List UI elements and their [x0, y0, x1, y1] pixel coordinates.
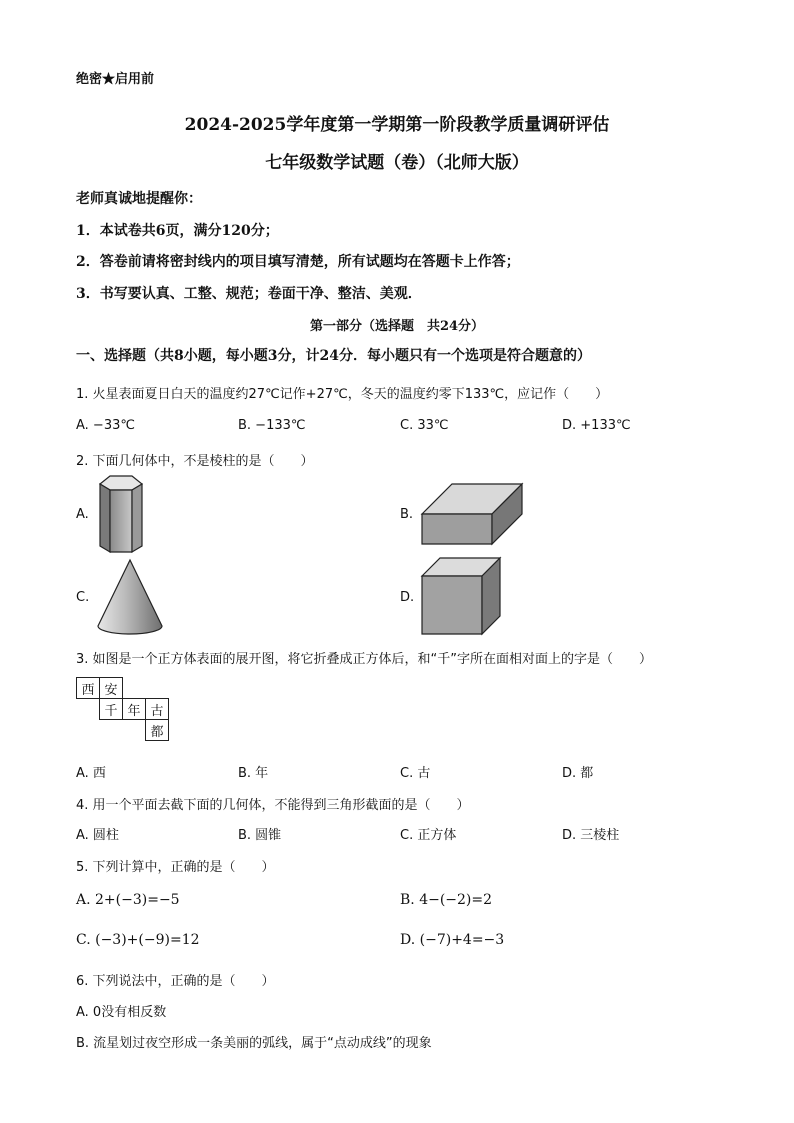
q5-option-b: B. 4−(−2)=2 [400, 892, 493, 908]
notice-item-2: 2．答卷前请将密封线内的项目填写清楚，所有试题均在答题卡上作答； [76, 254, 520, 270]
notice-item-3: 3．书写要认真、工整、规范；卷面干净、整洁、美观． [76, 286, 422, 302]
q2-label-d: D. [400, 590, 415, 605]
cone-figure [94, 556, 166, 638]
notice-item-1: 1．本试卷共6页，满分120分； [76, 223, 279, 239]
net-cell-xi: 西 [77, 678, 100, 699]
q4-option-d: D. 三棱柱 [562, 828, 620, 843]
q1-stem: 1. 火星表面夏日白天的温度约27℃记作+27℃，冬天的温度约零下133℃，应记作（ ） [76, 387, 609, 402]
section-title: 一、选择题（共8小题，每小题3分，计24分．每小题只有一个选项是符合题意的） [76, 348, 591, 364]
q4-option-b: B. 圆锥 [238, 828, 282, 843]
q1-option-a: A. −33℃ [76, 418, 135, 433]
q5-option-c: C. (−3)+(−9)=12 [76, 932, 200, 948]
part1-title: 第一部分（选择题 共24分） [309, 319, 485, 334]
q5-option-a: A. 2+(−3)=−5 [76, 892, 180, 908]
q6-option-a: A. 0没有相反数 [76, 1005, 167, 1020]
q1-option-d: D. +133℃ [562, 418, 631, 433]
q2-label-a: A. [76, 507, 89, 522]
q3-option-c: C. 古 [400, 766, 431, 781]
q2-label-b: B. [400, 507, 414, 522]
net-cell-nian: 年 [123, 699, 146, 720]
net-cell-gu: 古 [146, 699, 169, 720]
exam-title: 2024-2025学年度第一学期第一阶段教学质量调研评估 [184, 115, 610, 135]
q4-option-a: A. 圆柱 [76, 828, 119, 843]
q6-option-b: B. 流星划过夜空形成一条美丽的弧线，属于“点动成线”的现象 [76, 1036, 432, 1051]
q1-option-c: C. 33℃ [400, 418, 449, 433]
cube-figure [418, 556, 504, 638]
q5-option-d: D. (−7)+4=−3 [400, 932, 505, 948]
exam-subtitle: 七年级数学试题（卷）（北师大版） [265, 153, 529, 173]
net-cell-du: 都 [146, 720, 169, 741]
net-cell-qian: 千 [100, 699, 123, 720]
q1-option-b: B. −133℃ [238, 418, 306, 433]
hexagonal-prism-figure [94, 472, 150, 558]
confidential-label: 绝密★启用前 [76, 72, 155, 87]
q3-option-d: D. 都 [562, 766, 594, 781]
net-cell-an: 安 [100, 678, 123, 699]
q2-label-c: C. [76, 590, 90, 605]
q3-stem: 3. 如图是一个正方体表面的展开图，将它折叠成正方体后，和“千”字所在面相对面上的字是（ ） [76, 652, 653, 667]
q4-option-c: C. 正方体 [400, 828, 457, 843]
q4-stem: 4. 用一个平面去截下面的几何体，不能得到三角形截面的是（ ） [76, 798, 470, 813]
cuboid-figure [418, 480, 526, 550]
q5-stem: 5. 下列计算中，正确的是（ ） [76, 860, 275, 875]
q3-option-a: A. 西 [76, 766, 106, 781]
q6-stem: 6. 下列说法中，正确的是（ ） [76, 974, 275, 989]
notice-heading: 老师真诚地提醒你： [76, 191, 202, 207]
cube-net [76, 677, 169, 741]
q2-stem: 2. 下面几何体中，不是棱柱的是（ ） [76, 454, 314, 469]
q3-option-b: B. 年 [238, 766, 269, 781]
